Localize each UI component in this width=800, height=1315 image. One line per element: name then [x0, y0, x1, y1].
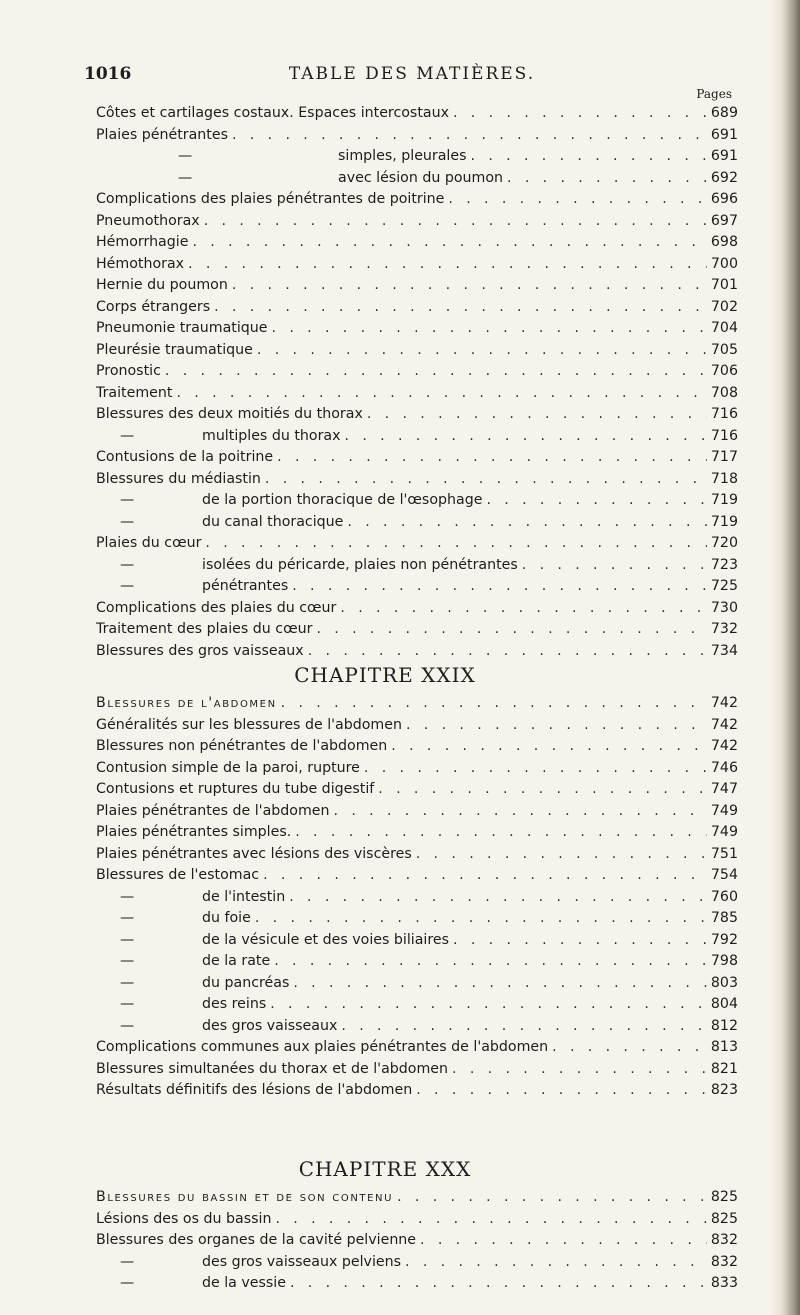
toc-entry-page: 749	[710, 824, 738, 840]
toc-dot-leader	[334, 801, 707, 823]
toc-entry-title: Pleurésie traumatique	[96, 341, 253, 358]
toc-entry-title: Plaies pénétrantes de l'abdomen	[96, 802, 330, 819]
toc-dot-leader	[188, 254, 707, 276]
toc-entry-title: du foie	[202, 910, 251, 926]
toc-entry-page: 821	[710, 1060, 738, 1077]
toc-dot-leader	[453, 103, 707, 125]
toc-entry-title: du canal thoracique	[202, 513, 344, 530]
toc-entry-page: 813	[710, 1039, 738, 1055]
toc-entry	[96, 1187, 738, 1209]
toc-entry-dash: —	[120, 1253, 135, 1270]
toc-entry-dash: —	[120, 1275, 135, 1291]
toc-entry-page: 812	[710, 1017, 738, 1034]
toc-entry	[96, 1273, 738, 1295]
toc-entry-title: Blessures de l'abdomen	[96, 695, 277, 711]
page-edge-shadow	[770, 0, 800, 1315]
toc-entry	[96, 211, 738, 233]
toc-dot-leader	[416, 1080, 707, 1102]
toc-dot-leader	[232, 275, 707, 297]
toc-dot-leader	[367, 404, 707, 426]
toc-entry-page: 742	[710, 695, 738, 711]
toc-dot-leader	[448, 189, 707, 211]
toc-entry-page: 702	[710, 298, 738, 315]
toc-entry-page: 832	[710, 1232, 738, 1248]
toc-dot-leader	[522, 555, 707, 577]
toc-dot-leader	[364, 758, 707, 780]
toc-entry-title: Blessures de l'estomac	[96, 867, 260, 883]
toc-entry-title: Plaies pénétrantes avec lésions des viscères	[96, 845, 412, 862]
toc-section-chapter-30	[96, 1187, 738, 1295]
toc-entry	[96, 490, 738, 512]
toc-entry	[96, 103, 738, 125]
toc-entry-dash: —	[120, 974, 135, 991]
toc-entry-title: de l'intestin	[202, 888, 286, 905]
toc-entry	[96, 973, 738, 995]
toc-entry	[96, 1080, 738, 1102]
toc-entry-title: Blessures des organes de la cavité pelvienne	[96, 1232, 417, 1248]
toc-entry-title: Plaies pénétrantes	[96, 126, 228, 143]
toc-entry-title: simples, pleurales	[338, 148, 467, 164]
toc-entry-page: 718	[710, 470, 738, 487]
toc-entry	[96, 426, 738, 448]
toc-dot-leader	[290, 1273, 707, 1295]
toc-dot-leader	[308, 641, 707, 663]
toc-entry-page: 825	[710, 1189, 738, 1205]
toc-entry-title: des reins	[202, 996, 267, 1012]
toc-entry	[96, 275, 738, 297]
toc-entry-page: 732	[710, 621, 738, 637]
toc-entry-page: 751	[710, 845, 738, 862]
toc-dot-leader	[214, 297, 707, 319]
toc-entry	[96, 361, 738, 383]
toc-entry-dash: —	[120, 931, 135, 948]
toc-entry-title: Blessures du médiastin	[96, 470, 261, 487]
toc-entry	[96, 555, 738, 577]
toc-dot-leader	[340, 598, 707, 620]
toc-entry-title: Blessures simultanées du thorax et de l'abdomen	[96, 1060, 449, 1077]
toc-entry	[96, 297, 738, 319]
toc-dot-leader	[265, 469, 707, 491]
toc-dot-leader	[316, 619, 706, 641]
toc-entry-title: pénétrantes	[202, 578, 289, 594]
toc-dot-leader	[232, 125, 707, 147]
toc-entry-page: 749	[710, 802, 738, 819]
toc-dot-leader	[263, 865, 707, 887]
toc-dot-leader	[347, 512, 707, 534]
toc-dot-leader	[176, 383, 706, 405]
toc-dot-leader	[341, 1016, 707, 1038]
toc-dot-leader	[165, 361, 707, 383]
toc-entry-page: 832	[710, 1253, 738, 1270]
toc-entry-title: Pronostic	[96, 363, 161, 379]
toc-entry	[96, 951, 738, 973]
toc-entry-title: Complications communes aux plaies pénétrantes de l'abdomen	[96, 1039, 549, 1055]
toc-entry-page: 716	[710, 427, 738, 444]
toc-entry-page: 719	[710, 492, 738, 508]
toc-entry-page: 696	[710, 191, 738, 207]
toc-dot-leader	[452, 1059, 707, 1081]
toc-entry-page: 804	[710, 996, 738, 1012]
toc-entry-title: Blessures des gros vaisseaux	[96, 642, 304, 659]
toc-entry	[96, 340, 738, 362]
toc-entry-page: 723	[710, 556, 738, 573]
toc-entry-page: 785	[710, 910, 738, 926]
toc-entry-page: 760	[710, 888, 738, 905]
toc-entry-dash: —	[120, 556, 135, 573]
toc-dot-leader	[257, 340, 707, 362]
toc-dot-leader	[277, 447, 707, 469]
toc-entry-page: 689	[710, 105, 738, 121]
toc-entry-page: 825	[710, 1210, 738, 1227]
toc-entry-page: 798	[710, 953, 738, 969]
toc-entry	[96, 576, 738, 598]
toc-dot-leader	[552, 1037, 707, 1059]
toc-dot-leader	[345, 426, 707, 448]
toc-entry-title: Hernie du poumon	[96, 277, 228, 293]
toc-entry	[96, 619, 738, 641]
toc-dot-leader	[270, 994, 707, 1016]
toc-dot-leader	[274, 951, 707, 973]
toc-dot-leader	[255, 908, 707, 930]
toc-entry-page: 734	[710, 642, 738, 659]
toc-entry-page: 742	[710, 738, 738, 754]
toc-entry-page: 698	[710, 234, 738, 250]
toc-entry	[96, 908, 738, 930]
toc-dot-leader	[295, 822, 707, 844]
toc-entry-dash: —	[178, 148, 193, 164]
toc-entry-page: 705	[710, 341, 738, 358]
toc-entry	[96, 125, 738, 147]
toc-entry-page: 708	[710, 384, 738, 401]
toc-entry-title: Lésions des os du bassin	[96, 1210, 272, 1227]
toc-entry-title: multiples du thorax	[202, 427, 341, 444]
toc-entry	[96, 168, 738, 190]
toc-entry	[96, 1016, 738, 1038]
toc-entry-page: 833	[710, 1275, 738, 1291]
toc-entry-title: Complications des plaies pénétrantes de poitrine	[96, 191, 445, 207]
toc-entry	[96, 1209, 738, 1231]
toc-entry-title: Contusions et ruptures du tube digestif	[96, 781, 375, 797]
toc-dot-leader	[289, 887, 707, 909]
toc-entry	[96, 1252, 738, 1274]
toc-entry	[96, 1059, 738, 1081]
toc-entry-title: Blessures des deux moitiés du thorax	[96, 406, 363, 422]
chapter-heading-29: CHAPITRE XXIX	[294, 663, 476, 687]
toc-entry-page: 692	[710, 169, 738, 186]
toc-entry-page: 704	[710, 320, 738, 336]
toc-entry-page: 725	[710, 578, 738, 594]
pages-column-label: Pages	[696, 87, 732, 101]
toc-entry-page: 803	[710, 974, 738, 991]
toc-entry-page: 754	[710, 867, 738, 883]
toc-entry-page: 697	[710, 212, 738, 229]
toc-entry-dash: —	[120, 888, 135, 905]
toc-entry-dash: —	[120, 492, 135, 508]
toc-entry-title: Blessures non pénétrantes de l'abdomen	[96, 738, 388, 754]
toc-entry	[96, 254, 738, 276]
running-title: TABLE DES MATIÈRES.	[288, 64, 536, 84]
toc-entry-title: Pneumonie traumatique	[96, 320, 268, 336]
toc-entry-title: du pancréas	[202, 974, 290, 991]
toc-entry-title: de la vésicule et des voies biliaires	[202, 931, 450, 948]
toc-entry-title: avec lésion du poumon	[338, 169, 503, 186]
toc-entry	[96, 189, 738, 211]
page-header	[84, 64, 740, 88]
toc-entry-title: Généralités sur les blessures de l'abdomen	[96, 716, 402, 733]
page-number: 1016	[84, 64, 132, 84]
toc-dot-leader	[486, 490, 706, 512]
toc-entry-title: Traitement	[96, 384, 173, 401]
toc-entry	[96, 512, 738, 534]
toc-entry-dash: —	[120, 578, 135, 594]
toc-entry-page: 691	[710, 126, 738, 143]
toc-entry-title: Hémorrhagie	[96, 234, 189, 250]
toc-entry-dash: —	[120, 910, 135, 926]
toc-entry-title: Corps étrangers	[96, 298, 211, 315]
toc-dot-leader	[292, 576, 707, 598]
toc-dot-leader	[293, 973, 707, 995]
toc-entry-page: 747	[710, 781, 738, 797]
toc-entry-dash: —	[120, 513, 135, 530]
toc-entry-page: 746	[710, 759, 738, 776]
chapter-heading-30: CHAPITRE XXX	[298, 1157, 472, 1181]
toc-entry-title: de la portion thoracique de l'œsophage	[202, 492, 483, 508]
toc-entry	[96, 844, 738, 866]
toc-entry-title: Côtes et cartilages costaux. Espaces intercostaux	[96, 105, 449, 121]
toc-entry-title: Contusions de la poitrine	[96, 449, 274, 465]
toc-entry	[96, 318, 738, 340]
toc-section-thorax	[96, 103, 738, 662]
toc-entry	[96, 736, 738, 758]
toc-entry-title: Plaies du cœur	[96, 535, 202, 551]
toc-entry	[96, 533, 738, 555]
toc-entry	[96, 994, 738, 1016]
toc-entry-title: Résultats définitifs des lésions de l'abdomen	[96, 1082, 413, 1098]
toc-entry	[96, 146, 738, 168]
toc-entry	[96, 641, 738, 663]
toc-entry-dash: —	[120, 1017, 135, 1034]
toc-entry-page: 701	[710, 277, 738, 293]
toc-dot-leader	[281, 693, 707, 715]
toc-dot-leader	[471, 146, 707, 168]
toc-entry-page: 792	[710, 931, 738, 948]
toc-entry	[96, 598, 738, 620]
toc-dot-leader	[391, 736, 707, 758]
toc-dot-leader	[397, 1187, 707, 1209]
toc-entry-title: Complications des plaies du cœur	[96, 599, 337, 616]
toc-entry	[96, 822, 738, 844]
toc-entry	[96, 930, 738, 952]
toc-entry	[96, 404, 738, 426]
toc-entry-title: des gros vaisseaux	[202, 1017, 338, 1034]
toc-entry	[96, 779, 738, 801]
toc-entry-dash: —	[120, 427, 135, 444]
toc-entry	[96, 447, 738, 469]
toc-entry	[96, 469, 738, 491]
toc-entry-title: des gros vaisseaux pelviens	[202, 1253, 402, 1270]
toc-entry-dash: —	[120, 996, 135, 1012]
toc-entry-page: 742	[710, 716, 738, 733]
toc-entry	[96, 693, 738, 715]
toc-dot-leader	[272, 318, 707, 340]
toc-entry-page: 730	[710, 599, 738, 616]
toc-entry-page: 720	[710, 535, 738, 551]
toc-entry	[96, 801, 738, 823]
toc-entry	[96, 383, 738, 405]
toc-entry-title: de la rate	[202, 953, 271, 969]
toc-entry	[96, 865, 738, 887]
toc-entry-title: Contusion simple de la paroi, rupture	[96, 759, 360, 776]
toc-entry-title: de la vessie	[202, 1275, 286, 1291]
toc-entry	[96, 887, 738, 909]
toc-entry	[96, 232, 738, 254]
toc-entry-page: 706	[710, 363, 738, 379]
toc-dot-leader	[416, 844, 707, 866]
toc-entry-dash: —	[178, 169, 193, 186]
toc-entry-title: Hémothorax	[96, 255, 185, 272]
toc-entry-page: 719	[710, 513, 738, 530]
toc-dot-leader	[453, 930, 707, 952]
toc-entry-page: 717	[710, 449, 738, 465]
toc-dot-leader	[405, 1252, 707, 1274]
toc-dot-leader	[275, 1209, 706, 1231]
toc-entry	[96, 715, 738, 737]
toc-entry-title: isolées du péricarde, plaies non pénétrantes	[202, 556, 518, 573]
toc-dot-leader	[204, 211, 707, 233]
toc-entry-title: Traitement des plaies du cœur	[96, 621, 313, 637]
toc-entry-title: Plaies pénétrantes simples.	[96, 824, 292, 840]
toc-entry	[96, 758, 738, 780]
toc-entry-page: 716	[710, 406, 738, 422]
toc-dot-leader	[192, 232, 706, 254]
toc-entry-page: 823	[710, 1082, 738, 1098]
toc-entry	[96, 1037, 738, 1059]
toc-section-chapter-29	[96, 693, 738, 1102]
toc-dot-leader	[420, 1230, 707, 1252]
toc-dot-leader	[406, 715, 707, 737]
toc-dot-leader	[507, 168, 707, 190]
toc-entry	[96, 1230, 738, 1252]
toc-entry-title: Pneumothorax	[96, 212, 200, 229]
toc-entry-dash: —	[120, 953, 135, 969]
toc-dot-leader	[205, 533, 706, 555]
toc-entry-page: 700	[710, 255, 738, 272]
toc-entry-page: 691	[710, 148, 738, 164]
toc-entry-title: Blessures du bassin et de son contenu	[96, 1189, 394, 1205]
toc-dot-leader	[378, 779, 707, 801]
